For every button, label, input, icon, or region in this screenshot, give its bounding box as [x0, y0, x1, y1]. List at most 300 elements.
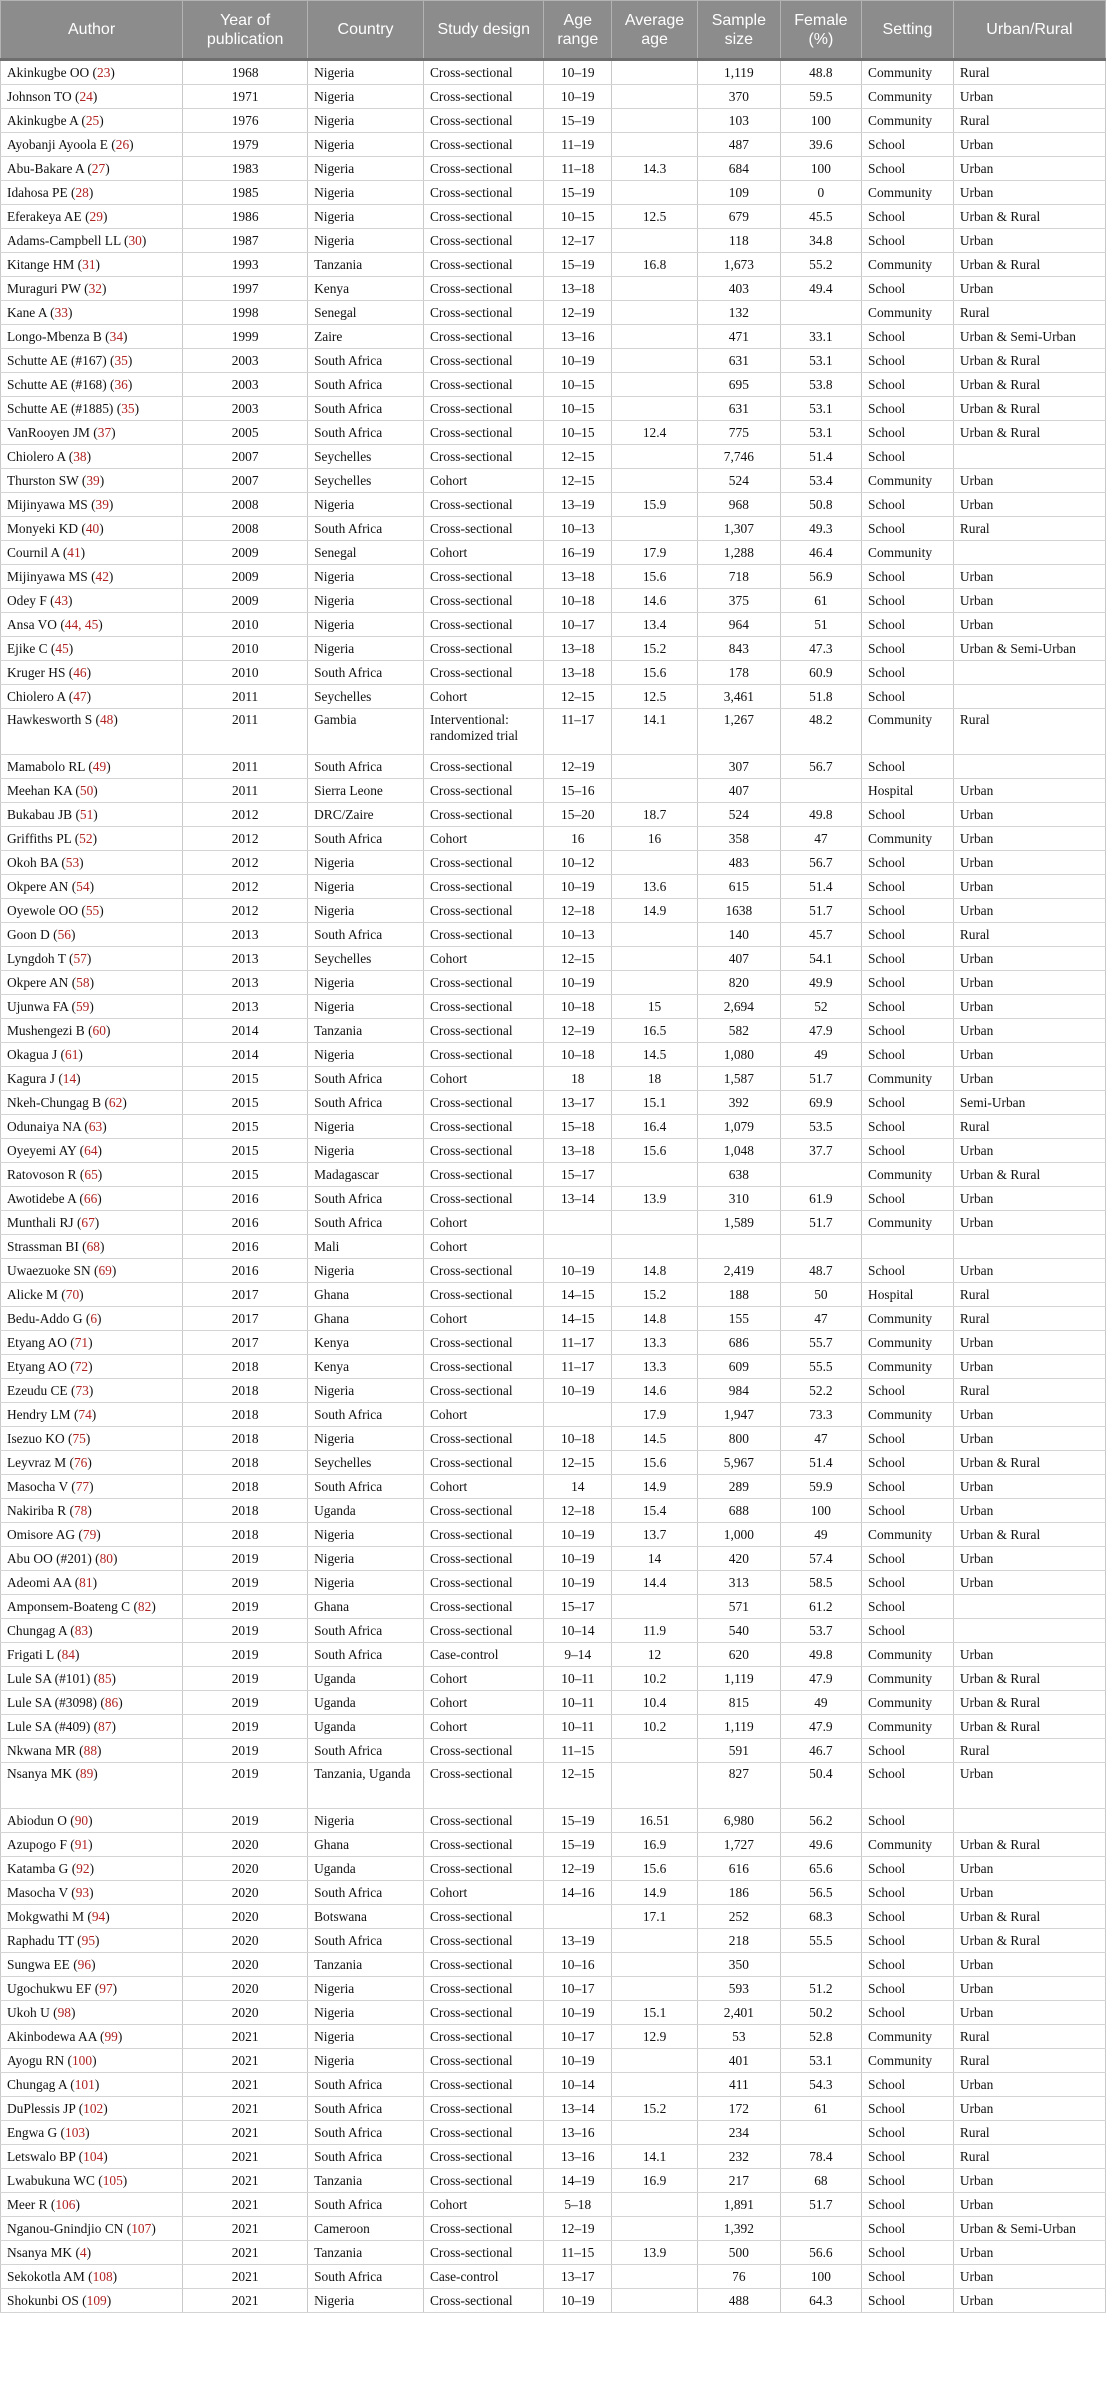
average-age-cell: 15.1: [612, 1091, 698, 1115]
country-cell: South Africa: [308, 923, 424, 947]
study-design-cell: Cross-sectional: [424, 1571, 544, 1595]
average-age-cell: [612, 2217, 698, 2241]
year-cell: 2020: [183, 1833, 308, 1857]
female-percent-cell: 47.3: [780, 637, 861, 661]
reference-link[interactable]: 48: [99, 712, 114, 727]
reference-link[interactable]: 76: [73, 1454, 88, 1470]
reference-link[interactable]: 30: [128, 232, 142, 248]
reference-link[interactable]: 25: [85, 112, 100, 128]
country-cell: Seychelles: [308, 445, 424, 469]
reference-link[interactable]: 106: [55, 2196, 76, 2212]
reference-link[interactable]: 86: [104, 1694, 119, 1710]
author-name: Ansa VO: [7, 616, 57, 632]
reference-link[interactable]: 94: [91, 1908, 106, 1924]
reference-link[interactable]: 34: [109, 328, 124, 344]
reference-link[interactable]: 50: [79, 782, 94, 798]
year-cell: 2016: [183, 1235, 308, 1259]
sample-size-cell: 370: [697, 85, 780, 109]
country-cell: Nigeria: [308, 565, 424, 589]
reference-link[interactable]: 77: [75, 1478, 90, 1494]
average-age-cell: 14.8: [612, 1307, 698, 1331]
reference-link[interactable]: 57: [73, 950, 87, 966]
reference-link[interactable]: 69: [98, 1262, 112, 1278]
reference-link[interactable]: 79: [82, 1526, 97, 1542]
urban-rural-cell: Urban: [953, 1139, 1105, 1163]
sample-size-cell: 524: [697, 803, 780, 827]
average-age-cell: 16.9: [612, 1833, 698, 1857]
author-name: Strassman BI: [7, 1238, 79, 1254]
author-cell: VanRooyen JM (37): [1, 421, 183, 445]
table-row: [1, 1691, 1106, 1715]
reference-link[interactable]: 80: [99, 1550, 113, 1566]
table-row: [1, 181, 1106, 205]
setting-cell: School: [862, 899, 954, 923]
reference-link[interactable]: 24: [79, 88, 93, 104]
table-row: [1, 613, 1106, 637]
reference-link[interactable]: 91: [74, 1836, 89, 1852]
urban-rural-cell: Urban: [953, 1977, 1105, 2001]
study-design-cell: Cross-sectional: [424, 2049, 544, 2073]
study-design-cell: Cross-sectional: [424, 779, 544, 803]
female-percent-cell: 56.7: [780, 755, 861, 779]
reference-link[interactable]: 66: [83, 1190, 98, 1206]
year-cell: 2021: [183, 2097, 308, 2121]
reference-link[interactable]: 33: [54, 304, 68, 320]
reference-link[interactable]: 95: [81, 1932, 96, 1948]
reference-link[interactable]: 49: [92, 758, 107, 774]
setting-cell: School: [862, 2217, 954, 2241]
female-percent-cell: 53.5: [780, 1115, 861, 1139]
year-cell: 1979: [183, 133, 308, 157]
reference-link[interactable]: 42: [95, 568, 109, 584]
setting-cell: Community: [862, 2025, 954, 2049]
reference-link[interactable]: 52: [79, 830, 93, 846]
reference-link[interactable]: 39: [86, 472, 100, 488]
header-row: [1, 1, 1106, 60]
study-design-cell: Cross-sectional: [424, 1619, 544, 1643]
author-name: Nsanya MK: [7, 1766, 73, 1781]
setting-cell: School: [862, 493, 954, 517]
sample-size-cell: 2,401: [697, 2001, 780, 2025]
table-row: [1, 1403, 1106, 1427]
urban-rural-cell: Rural: [953, 301, 1105, 325]
study-design-cell: Case-control: [424, 1643, 544, 1667]
author-name: Raphadu TT: [7, 1932, 74, 1948]
urban-rural-cell: Urban: [953, 1547, 1105, 1571]
year-cell: 2020: [183, 1977, 308, 2001]
urban-rural-cell: [953, 661, 1105, 685]
reference-link[interactable]: 102: [83, 2100, 104, 2116]
reference-link[interactable]: 71: [74, 1334, 89, 1350]
setting-cell: School: [862, 2145, 954, 2169]
author-cell: Odunaiya NA (63): [1, 1115, 183, 1139]
author-cell: Uwaezuoke SN (69): [1, 1259, 183, 1283]
reference-link[interactable]: 59: [75, 998, 90, 1014]
sample-size-cell: 615: [697, 875, 780, 899]
sample-size-cell: 140: [697, 923, 780, 947]
reference-link[interactable]: 107: [131, 2220, 152, 2236]
year-cell: 2012: [183, 803, 308, 827]
reference-link[interactable]: 38: [73, 448, 87, 464]
reference-link[interactable]: 64: [84, 1142, 98, 1158]
reference-link[interactable]: 55: [85, 902, 100, 918]
study-design-cell: Cross-sectional: [424, 637, 544, 661]
urban-rural-cell: Rural: [953, 2025, 1105, 2049]
study-design-cell: Cross-sectional: [424, 1043, 544, 1067]
year-cell: 2019: [183, 1643, 308, 1667]
sample-size-cell: 631: [697, 349, 780, 373]
author-cell: Ansa VO (44, 45): [1, 613, 183, 637]
reference-link[interactable]: 23: [97, 64, 111, 80]
setting-cell: School: [862, 1953, 954, 1977]
author-name: Ejike C: [7, 640, 48, 656]
table-row: [1, 1953, 1106, 1977]
author-name: Masocha V: [7, 1478, 68, 1494]
year-cell: 2013: [183, 923, 308, 947]
author-name: Johnson TO: [7, 88, 72, 104]
sample-size-cell: 571: [697, 1595, 780, 1619]
sample-size-cell: 375: [697, 589, 780, 613]
study-design-cell: Cross-sectional: [424, 851, 544, 875]
year-cell: 2016: [183, 1187, 308, 1211]
reference-link[interactable]: 88: [83, 1742, 98, 1758]
country-cell: Sierra Leone: [308, 779, 424, 803]
author-cell: Meer R (106): [1, 2193, 183, 2217]
author-name: Hendry LM: [7, 1406, 71, 1422]
setting-cell: School: [862, 421, 954, 445]
reference-link[interactable]: 41: [67, 544, 81, 560]
reference-link[interactable]: 70: [65, 1286, 80, 1302]
setting-cell: Community: [862, 469, 954, 493]
reference-link[interactable]: 105: [102, 2172, 123, 2188]
age-range-cell: 11–17: [544, 1331, 612, 1355]
table-row: [1, 1809, 1106, 1833]
country-cell: South Africa: [308, 2145, 424, 2169]
setting-cell: Community: [862, 709, 954, 755]
reference-link[interactable]: 46: [73, 664, 87, 680]
urban-rural-cell: Rural: [953, 1379, 1105, 1403]
reference-link[interactable]: 45: [55, 640, 69, 656]
age-range-cell: 10–19: [544, 971, 612, 995]
country-cell: Nigeria: [308, 1139, 424, 1163]
average-age-cell: [612, 2073, 698, 2097]
author-name: Lule SA (#409): [7, 1718, 91, 1734]
female-percent-cell: 49: [780, 1043, 861, 1067]
age-range-cell: [544, 1905, 612, 1929]
setting-cell: School: [862, 1379, 954, 1403]
author-name: Goon D: [7, 926, 50, 942]
year-cell: 2010: [183, 637, 308, 661]
author-name: Ayobanji Ayoola E: [7, 136, 108, 152]
table-row: [1, 685, 1106, 709]
author-name: Adeomi AA: [7, 1574, 72, 1590]
reference-link[interactable]: 44, 45: [64, 616, 99, 632]
country-cell: South Africa: [308, 661, 424, 685]
study-design-cell: Cross-sectional: [424, 253, 544, 277]
setting-cell: School: [862, 1499, 954, 1523]
sample-size-cell: 638: [697, 1163, 780, 1187]
reference-link[interactable]: 58: [76, 974, 90, 990]
age-range-cell: [544, 1403, 612, 1427]
year-cell: 2021: [183, 2145, 308, 2169]
female-percent-cell: [780, 1163, 861, 1187]
urban-rural-cell: [953, 1619, 1105, 1643]
table-row: [1, 803, 1106, 827]
study-design-cell: Cross-sectional: [424, 277, 544, 301]
table-row: [1, 469, 1106, 493]
reference-link[interactable]: 61: [65, 1046, 79, 1062]
author-cell: Idahosa PE (28): [1, 181, 183, 205]
female-percent-cell: 51.7: [780, 1067, 861, 1091]
study-design-cell: Cohort: [424, 1067, 544, 1091]
age-range-cell: 13–18: [544, 277, 612, 301]
reference-link[interactable]: 96: [77, 1956, 92, 1972]
reference-link[interactable]: 84: [61, 1646, 75, 1662]
female-percent-cell: 51.7: [780, 1211, 861, 1235]
reference-link[interactable]: 81: [79, 1574, 93, 1590]
female-percent-cell: 50.4: [780, 1763, 861, 1809]
reference-link[interactable]: 108: [92, 2268, 113, 2284]
age-range-cell: 10–17: [544, 613, 612, 637]
author-name: Bukabau JB: [7, 806, 73, 822]
author-name: Monyeki KD: [7, 520, 79, 536]
reference-link[interactable]: 92: [76, 1860, 90, 1876]
reference-link[interactable]: 39: [95, 496, 109, 512]
author-cell: Schutte AE (#167) (35): [1, 349, 183, 373]
reference-link[interactable]: 60: [92, 1022, 106, 1038]
table-row: [1, 827, 1106, 851]
average-age-cell: [612, 2121, 698, 2145]
setting-cell: School: [862, 1187, 954, 1211]
study-design-cell: Cohort: [424, 1403, 544, 1427]
setting-cell: School: [862, 445, 954, 469]
urban-rural-cell: Urban & Rural: [953, 205, 1105, 229]
year-cell: 2019: [183, 1739, 308, 1763]
reference-link[interactable]: 89: [79, 1766, 94, 1781]
female-percent-cell: 73.3: [780, 1403, 861, 1427]
reference-link[interactable]: 35: [121, 400, 135, 416]
study-design-cell: Cross-sectional: [424, 1115, 544, 1139]
table-row: [1, 301, 1106, 325]
reference-link[interactable]: 62: [108, 1094, 123, 1110]
sample-size-cell: 487: [697, 133, 780, 157]
header-average-age: Average age: [612, 1, 698, 60]
author-name: Lule SA (#3098): [7, 1694, 98, 1710]
urban-rural-cell: [953, 445, 1105, 469]
reference-link[interactable]: 98: [57, 2004, 71, 2020]
country-cell: Nigeria: [308, 875, 424, 899]
sample-size-cell: 540: [697, 1619, 780, 1643]
table-row: [1, 445, 1106, 469]
table-row: [1, 1595, 1106, 1619]
sample-size-cell: 1,079: [697, 1115, 780, 1139]
female-percent-cell: 0: [780, 181, 861, 205]
reference-link[interactable]: 27: [91, 160, 106, 176]
sample-size-cell: 401: [697, 2049, 780, 2073]
country-cell: Tanzania, Uganda: [308, 1763, 424, 1809]
year-cell: 2018: [183, 1523, 308, 1547]
reference-link[interactable]: 104: [83, 2148, 104, 2164]
study-design-cell: Cross-sectional: [424, 1139, 544, 1163]
reference-link[interactable]: 83: [74, 1622, 89, 1638]
sample-size-cell: 307: [697, 755, 780, 779]
urban-rural-cell: Urban: [953, 827, 1105, 851]
year-cell: 2021: [183, 2121, 308, 2145]
country-cell: Ghana: [308, 1595, 424, 1619]
reference-link[interactable]: 56: [57, 926, 71, 942]
reference-link[interactable]: 36: [114, 376, 128, 392]
reference-link[interactable]: 63: [88, 1118, 103, 1134]
reference-link[interactable]: 32: [88, 280, 102, 296]
country-cell: Gambia: [308, 709, 424, 755]
setting-cell: Community: [862, 60, 954, 85]
reference-link[interactable]: 29: [89, 208, 103, 224]
female-percent-cell: 45.5: [780, 205, 861, 229]
average-age-cell: 14.3: [612, 157, 698, 181]
sample-size-cell: 350: [697, 1953, 780, 1977]
table-row: [1, 373, 1106, 397]
reference-link[interactable]: 75: [72, 1430, 86, 1446]
author-cell: Letswalo BP (104): [1, 2145, 183, 2169]
table-row: [1, 709, 1106, 755]
female-percent-cell: 100: [780, 109, 861, 133]
reference-link[interactable]: 26: [115, 136, 130, 152]
reference-link[interactable]: 14: [62, 1070, 77, 1086]
table-row: [1, 1739, 1106, 1763]
author-cell: Ugochukwu EF (97): [1, 1977, 183, 2001]
author-name: Abiodun O: [7, 1812, 67, 1828]
reference-link[interactable]: 31: [82, 256, 96, 272]
reference-link[interactable]: 53: [65, 854, 80, 870]
setting-cell: School: [862, 1451, 954, 1475]
study-design-cell: Cohort: [424, 1691, 544, 1715]
setting-cell: School: [862, 1427, 954, 1451]
setting-cell: Community: [862, 1691, 954, 1715]
reference-link[interactable]: 4: [79, 2244, 87, 2260]
study-design-cell: Cross-sectional: [424, 875, 544, 899]
author-cell: Schutte AE (#1885) (35): [1, 397, 183, 421]
table-row: [1, 157, 1106, 181]
table-row: [1, 1379, 1106, 1403]
average-age-cell: [612, 301, 698, 325]
reference-link[interactable]: 99: [104, 2028, 118, 2044]
setting-cell: School: [862, 923, 954, 947]
reference-link[interactable]: 65: [84, 1166, 98, 1182]
urban-rural-cell: Urban: [953, 899, 1105, 923]
average-age-cell: [612, 755, 698, 779]
reference-link[interactable]: 72: [74, 1358, 89, 1374]
reference-link[interactable]: 28: [75, 184, 89, 200]
author-cell: Thurston SW (39): [1, 469, 183, 493]
reference-link[interactable]: 90: [74, 1812, 89, 1828]
reference-link[interactable]: 103: [65, 2124, 86, 2140]
year-cell: 1993: [183, 253, 308, 277]
reference-link[interactable]: 47: [73, 688, 87, 704]
reference-link[interactable]: 78: [73, 1502, 88, 1518]
study-design-cell: Cross-sectional: [424, 995, 544, 1019]
country-cell: DRC/Zaire: [308, 803, 424, 827]
country-cell: Nigeria: [308, 1571, 424, 1595]
reference-link[interactable]: 51: [79, 806, 94, 822]
author-cell: Griffiths PL (52): [1, 827, 183, 851]
author-name: Chungag A: [7, 2076, 67, 2092]
reference-link[interactable]: 74: [78, 1406, 92, 1422]
author-cell: Muraguri PW (32): [1, 277, 183, 301]
setting-cell: School: [862, 517, 954, 541]
sample-size-cell: 1,119: [697, 1667, 780, 1691]
urban-rural-cell: Urban & Rural: [953, 373, 1105, 397]
author-name: Ayogu RN: [7, 2052, 65, 2068]
country-cell: Tanzania: [308, 2241, 424, 2265]
reference-link[interactable]: 67: [81, 1214, 95, 1230]
study-design-cell: Cross-sectional: [424, 157, 544, 181]
reference-link[interactable]: 37: [97, 424, 112, 440]
country-cell: Nigeria: [308, 995, 424, 1019]
reference-link[interactable]: 101: [74, 2076, 95, 2092]
country-cell: Nigeria: [308, 613, 424, 637]
reference-link[interactable]: 87: [98, 1718, 112, 1734]
reference-link[interactable]: 6: [90, 1310, 98, 1326]
reference-link[interactable]: 109: [86, 2292, 107, 2308]
country-cell: South Africa: [308, 421, 424, 445]
average-age-cell: [612, 517, 698, 541]
reference-link[interactable]: 54: [76, 878, 90, 894]
reference-link[interactable]: 35: [114, 352, 128, 368]
sample-size-cell: 5,967: [697, 1451, 780, 1475]
year-cell: 2020: [183, 1929, 308, 1953]
reference-link[interactable]: 40: [85, 520, 100, 536]
reference-link[interactable]: 85: [98, 1670, 112, 1686]
reference-link[interactable]: 73: [75, 1382, 89, 1398]
age-range-cell: 10–17: [544, 2025, 612, 2049]
sample-size-cell: 172: [697, 2097, 780, 2121]
reference-link[interactable]: 100: [71, 2052, 93, 2068]
study-design-cell: Cross-sectional: [424, 1595, 544, 1619]
average-age-cell: 14: [612, 1547, 698, 1571]
urban-rural-cell: Urban: [953, 565, 1105, 589]
female-percent-cell: 50.8: [780, 493, 861, 517]
reference-link[interactable]: 97: [99, 1980, 113, 1996]
female-percent-cell: 61: [780, 589, 861, 613]
table-row: [1, 1881, 1106, 1905]
female-percent-cell: 48.2: [780, 709, 861, 755]
reference-link[interactable]: 82: [137, 1598, 152, 1614]
age-range-cell: 10–15: [544, 373, 612, 397]
author-name: Odunaiya NA: [7, 1118, 82, 1134]
urban-rural-cell: [953, 1809, 1105, 1833]
average-age-cell: 14.4: [612, 1571, 698, 1595]
female-percent-cell: 56.5: [780, 1881, 861, 1905]
table-row: [1, 2169, 1106, 2193]
reference-link[interactable]: 93: [75, 1884, 90, 1900]
urban-rural-cell: [953, 541, 1105, 565]
country-cell: Nigeria: [308, 60, 424, 85]
average-age-cell: 14.1: [612, 709, 698, 755]
country-cell: Tanzania: [308, 1019, 424, 1043]
average-age-cell: [612, 277, 698, 301]
average-age-cell: [612, 923, 698, 947]
country-cell: Nigeria: [308, 1043, 424, 1067]
author-cell: Azupogo F (91): [1, 1833, 183, 1857]
setting-cell: [862, 1235, 954, 1259]
reference-link[interactable]: 43: [54, 592, 69, 608]
average-age-cell: [612, 469, 698, 493]
urban-rural-cell: Urban: [953, 85, 1105, 109]
average-age-cell: 15.1: [612, 2001, 698, 2025]
reference-link[interactable]: 68: [86, 1238, 100, 1254]
year-cell: 2021: [183, 2289, 308, 2313]
female-percent-cell: 49: [780, 1523, 861, 1547]
